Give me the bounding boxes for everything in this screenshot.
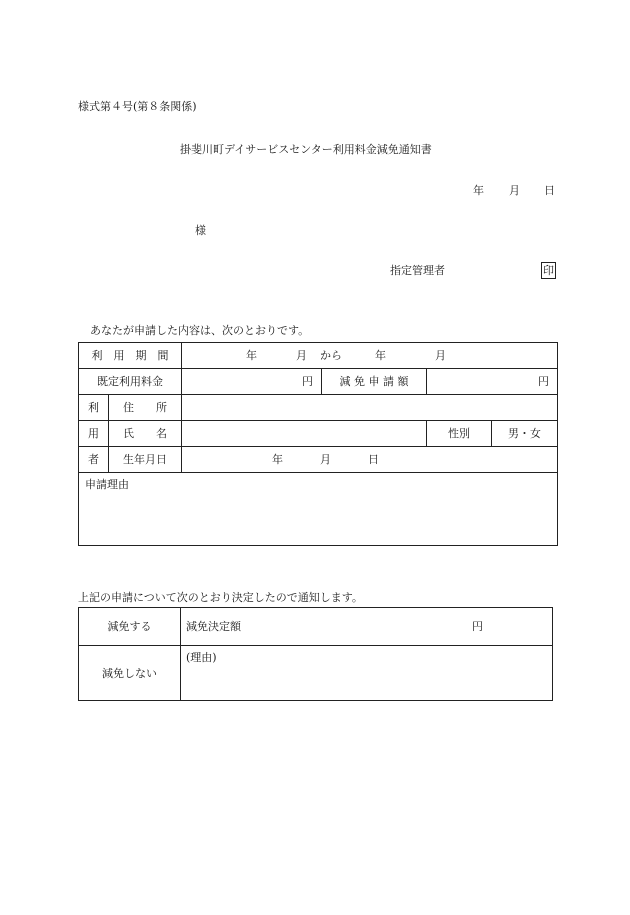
address-label: 住 所 — [109, 395, 182, 421]
period-year2: 年 — [375, 349, 386, 362]
period-month2: 月 — [435, 349, 446, 362]
birth-field[interactable] — [182, 447, 558, 473]
name-label: 氏 名 — [109, 421, 182, 447]
sex-value[interactable]: 男・女 — [492, 421, 558, 447]
deny-reason-label: (理由) — [186, 651, 217, 664]
seal-mark — [541, 262, 556, 279]
user-char-3: 者 — [79, 447, 109, 473]
form-number: 様式第４号(第８条関係) — [78, 100, 197, 113]
period-row — [79, 343, 558, 369]
date-year: 年 — [473, 184, 484, 197]
birth-row — [79, 447, 558, 473]
address-field[interactable] — [182, 395, 558, 421]
grant-yen: 円 — [472, 620, 483, 633]
fee-amount[interactable] — [182, 369, 322, 395]
fee-yen: 円 — [302, 375, 313, 388]
user-char-2: 用 — [79, 421, 109, 447]
grant-label: 減免する — [79, 608, 181, 646]
period-year1: 年 — [246, 349, 257, 362]
fee-row — [79, 369, 558, 395]
reason-row — [79, 473, 558, 546]
date-month: 月 — [509, 184, 520, 197]
address-row — [79, 395, 558, 421]
birth-label: 生年月日 — [109, 447, 182, 473]
deny-label: 減免しない — [79, 646, 181, 701]
addressee-suffix: 様 — [195, 224, 206, 237]
deny-row — [79, 646, 553, 701]
reduction-request-label: 減 免 申 請 額 — [322, 369, 427, 395]
name-field[interactable] — [182, 421, 427, 447]
sex-label: 性別 — [427, 421, 492, 447]
issuer-label: 指定管理者 — [390, 264, 445, 277]
reduction-request-amount[interactable] — [427, 369, 558, 395]
period-month1: 月 — [296, 349, 307, 362]
birth-day: 日 — [368, 453, 379, 466]
period-from: から — [320, 349, 342, 362]
name-row — [79, 421, 558, 447]
period-label: 利 用 期 間 — [79, 343, 182, 369]
birth-month: 月 — [320, 453, 331, 466]
user-char-1: 利 — [79, 395, 109, 421]
date-day: 日 — [544, 184, 555, 197]
decision-text: 上記の申請について次のとおり決定したので通知します。 — [78, 591, 363, 604]
birth-year: 年 — [272, 453, 283, 466]
application-table — [78, 342, 558, 546]
fee-label: 既定利用料金 — [79, 369, 182, 395]
period-value[interactable] — [182, 343, 558, 369]
seal-icon: 印 — [543, 264, 554, 277]
grant-row — [79, 608, 553, 646]
deny-reason-field[interactable] — [181, 646, 553, 701]
document-title: 掛斐川町デイサービスセンター利用料金減免通知書 — [180, 143, 432, 156]
grant-amount-field[interactable] — [181, 608, 553, 646]
grant-amount-label: 減免決定額 — [186, 620, 241, 633]
reason-label: 申請理由 — [85, 478, 129, 491]
reason-field[interactable] — [79, 473, 558, 546]
decision-table — [78, 607, 553, 701]
intro-text: あなたが申請した内容は、次のとおりです。 — [90, 324, 310, 337]
reduction-yen: 円 — [538, 375, 549, 388]
